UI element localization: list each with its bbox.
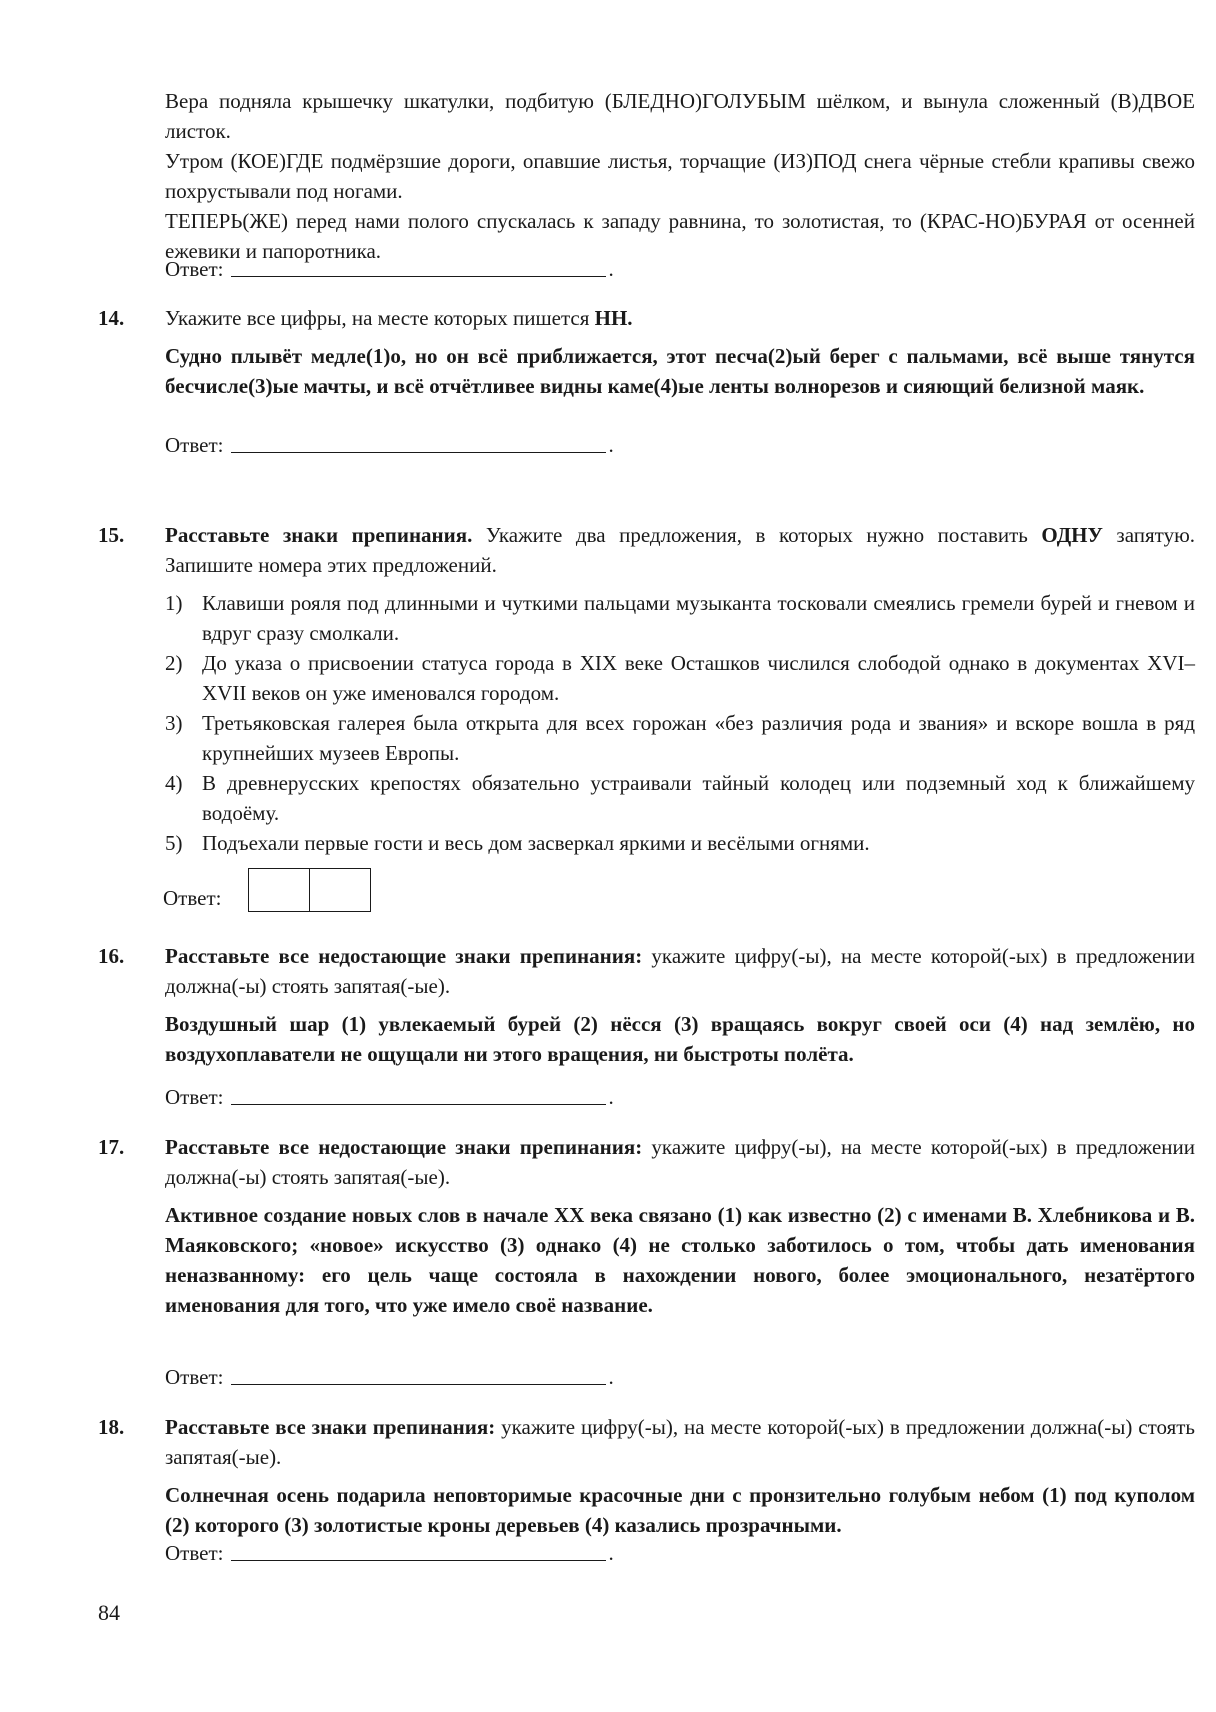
q15-number: 15. <box>98 523 125 547</box>
q15-option-1: 1) Клавиши рояля под длинными и чуткими пальцами музыканта тосковали смеялись гремели бурей и гневом и вдруг сразу смолкали. <box>165 591 1195 645</box>
answer-label: Ответ: <box>165 257 224 281</box>
q17-task: Расставьте все недостающие знаки препинания: укажите цифру(-ы), на месте которой(-ых) в предложении должна(-ы) стоять запятая(-ые). <box>165 1135 1195 1189</box>
q14-task: Укажите все цифры, на месте которых пишется НН. <box>165 306 633 330</box>
answer-box-1[interactable] <box>248 868 310 912</box>
q16-task: Расставьте все недостающие знаки препинания: укажите цифру(-ы), на месте которой(-ых) в предложении должна(-ы) стоять запятая(-ые). <box>165 944 1195 998</box>
answer-line[interactable] <box>231 1082 606 1105</box>
q15-option-2: 2) До указа о присвоении статуса города в XIX веке Осташков числился слободой однако в документах XVI–XVII веков он уже именовался городом. <box>165 651 1195 705</box>
q18-number: 18. <box>98 1415 125 1439</box>
answer-line[interactable] <box>231 430 606 453</box>
q13-sentence-3: ТЕПЕРЬ(ЖЕ) перед нами полого спускалась к западу равнина, то золотистая, то (КРАС-НО)БУРАЯ от осенней ежевики и папоротника. <box>165 209 1195 263</box>
answer-label: Ответ: <box>165 1541 224 1565</box>
answer-line[interactable] <box>231 1538 606 1561</box>
q15-task: Расставьте знаки препинания. Укажите два предложения, в которых нужно поставить ОДНУ запятую. Запишите номера этих предложений. <box>165 523 1196 577</box>
q13-answer: Ответ: . <box>165 254 614 284</box>
q15-answer-boxes <box>248 868 371 912</box>
q18-text: Солнечная осень подарила неповторимые красочные дни с пронзительно голубым небом (1) под куполом (2) которого (3) золотистые кроны деревьев (4) казались прозрачными. <box>165 1483 1195 1537</box>
answer-label: Ответ: <box>165 1365 224 1389</box>
q17-text: Активное создание новых слов в начале XX века связано (1) как известно (2) с именами В. Хлебникова и В. Маяковского; «новое» искусство (3) однако (4) не столько заботилось о том, чтобы дать именования неназванному: его цель чаще состояла в нахождении нового, более эмоционального, незатёртого именования для того, что уже имело своё название. <box>165 1203 1195 1317</box>
answer-box-2[interactable] <box>310 868 371 912</box>
page-number: 84 <box>98 1600 120 1625</box>
answer-label: Ответ: <box>163 886 222 910</box>
q14-number: 14. <box>98 306 125 330</box>
q16-block <box>165 941 1195 1069</box>
q15-option-4: 4) В древнерусских крепостях обязательно устраивали тайный колодец или подземный ход к ближайшему водоёму. <box>165 771 1195 825</box>
q14-answer: Ответ: . <box>165 430 614 460</box>
q15-option-3: 3) Третьяковская галерея была открыта для всех горожан «без различия рода и звания» и вскоре вошла в ряд крупнейших музеев Европы. <box>165 711 1195 765</box>
answer-label: Ответ: <box>165 433 224 457</box>
q13-sentences <box>165 86 1195 266</box>
q18-task: Расставьте все знаки препинания: укажите цифру(-ы), на месте которой(-ых) в предложении должна(-ы) стоять запятая(-ые). <box>165 1415 1195 1469</box>
answer-label: Ответ: <box>165 1085 224 1109</box>
q15-options <box>165 588 1195 858</box>
q13-sentence-1: Вера подняла крышечку шкатулки, подбитую (БЛЕДНО)ГОЛУБЫМ шёлком, и вынула сложенный (В)ДВОЕ листок. <box>165 89 1195 143</box>
q16-number: 16. <box>98 944 125 968</box>
answer-line[interactable] <box>231 254 606 277</box>
q17-answer: Ответ: . <box>165 1362 614 1392</box>
q13-sentence-2: Утром (КОЕ)ГДЕ подмёрзшие дороги, опавшие листья, торчащие (ИЗ)ПОД снега чёрные стебли крапивы свежо похрустывали под ногами. <box>165 149 1195 203</box>
q16-answer: Ответ: . <box>165 1082 614 1112</box>
q15-answer <box>163 883 221 913</box>
q16-text: Воздушный шар (1) увлекаемый бурей (2) нёсся (3) вращаясь вокруг своей оси (4) над землёю, но воздухоплаватели не ощущали ни этого вращения, ни быстроты полёта. <box>165 1012 1195 1066</box>
q14-block <box>165 303 1195 401</box>
q14-text: Судно плывёт медле(1)о, но он всё приближается, этот песча(2)ый берег с пальмами, всё выше тянутся бесчисле(3)ые мачты, и всё отчётливее видны каме(4)ые ленты волнорезов и сияющий белизной маяк. <box>165 344 1195 398</box>
answer-line[interactable] <box>231 1362 606 1385</box>
q15-block <box>165 520 1195 858</box>
q17-number: 17. <box>98 1135 125 1159</box>
q17-block <box>165 1132 1195 1320</box>
q18-answer: Ответ: . <box>165 1538 614 1568</box>
q15-option-5: 5) Подъехали первые гости и весь дом засверкал яркими и весёлыми огнями. <box>165 831 870 855</box>
q18-block <box>165 1412 1195 1540</box>
